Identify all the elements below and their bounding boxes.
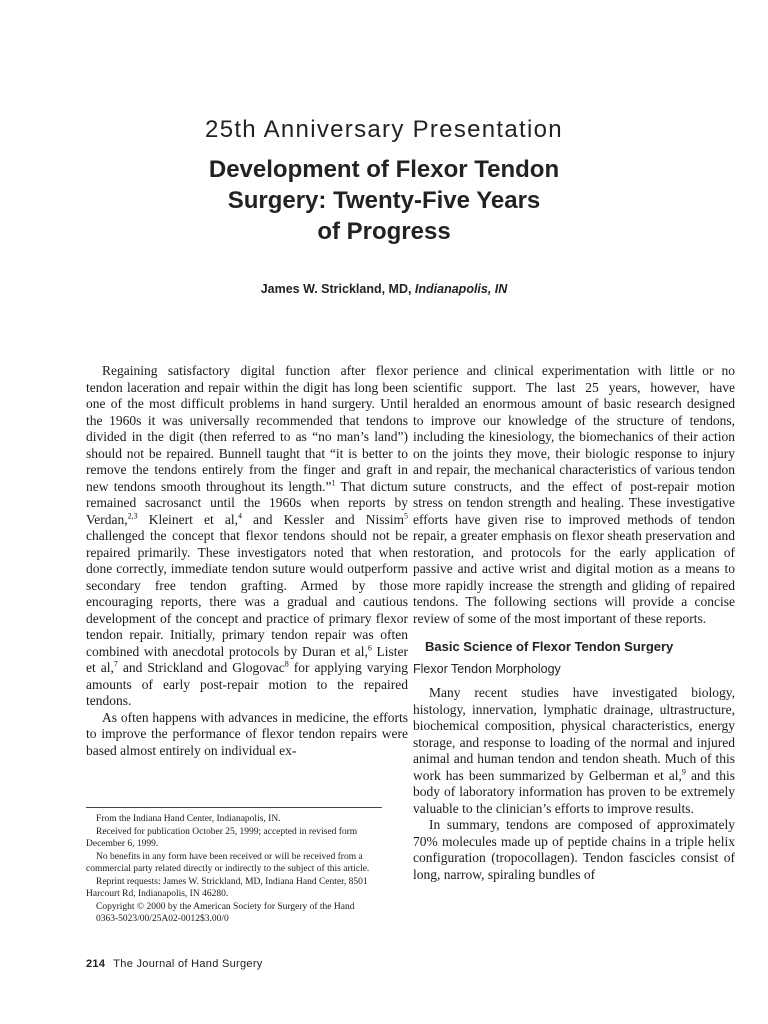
body-paragraph: Many recent studies have investigated biology, histology, innervation, lymphatic drainage, ultrastructure, biochemical composition, physical characteristics, energy storage, and response to loading of the normal and injured animal and human tendon and tendon sheath. Much of this work has been summarized by Gelberman et al,$^9$ and this body of laboratory information has proven to be extremely valuable to the clinician’s efforts to improve results. xyxy=(413,685,735,816)
title-line: Development of Flexor Tendon xyxy=(208,156,560,183)
author-location: Indianapolis, IN xyxy=(414,282,508,296)
footnote-reprint: Reprint requests: James W. Strickland, MD, Indiana Hand Center, 8501 Harcourt Rd, Indianapolis, IN 46280. xyxy=(86,876,368,899)
article-title xyxy=(0,154,768,247)
left-column xyxy=(86,363,408,759)
body-paragraph: perience and clinical experimentation with little or no scientific support. The last 25 years, however, have heralded an enormous amount of basic research designed to improve our knowledge of the structure of tendons, including the kinesiology, the biomechanics of their action on the joints they move, their biologic response to injury and repair, the mechanical characteristics of various tendon suture constructs, and the effect of post-repair motion stress on tendon strength and healing. These investigative efforts have given rise to improved methods of tendon repair, a greater emphasis on flexor sheath preservation and restoration, and protocols for the early application of passive and active wrist and digital motion as a means to more rapidly increase the strength and gliding of repaired tendons. The following sections will provide a concise review of some of the most important of these reports. xyxy=(413,363,735,626)
footnote-affiliation: From the Indiana Hand Center, Indianapolis, IN. xyxy=(96,814,281,824)
page-number: 214 xyxy=(86,958,106,970)
right-column xyxy=(413,363,735,883)
journal-name: The Journal of Hand Surgery xyxy=(113,958,263,970)
footnotes xyxy=(86,813,384,926)
subsection-heading: Flexor Tendon Morphology xyxy=(413,661,561,676)
footnote-received: Received for publication October 25, 1999; accepted in revised form December 6, 1999. xyxy=(86,826,358,849)
body-paragraph: Regaining satisfactory digital function after flexor tendon laceration and repair within the digit has long been one of the most difficult problems in hand surgery. Until the 1960s it was universally recommended that tendons divided in the digit (then referred to as “no man’s land”) should not be repaired. Bunnell taught that “it is better to remove the tendons entirely from the finger and graft in new tendons smooth throughout its length.”$^1$ That dictum remained sacrosanct until the 1960s when reports by Verdan,$^{2,3}$ Kleinert et al,$^4$ and Kessler and Nissim$^5$ challenged the concept that flexor tendons should not be repaired primarily. These investigators noted that when done correctly, immediate tendon suture would outperform secondary free tendon grafting. Armed by those encouraging reports, there was a gradual and cautious development of the concept and practice of primary flexor tendon repair. Initially, primary tendon repair was often combined with anecdotal protocols by Duran et al,$^6$ Lister et al,$^7$ and Strickland and Glogovac$^8$ for applying varying amounts of early post-repair motion to the repaired tendons. xyxy=(86,363,409,708)
author-name: James W. Strickland, MD, xyxy=(260,282,415,296)
article-kicker: 25th Anniversary Presentation xyxy=(205,116,563,143)
body-paragraph: As often happens with advances in medicine, the efforts to improve the performance of flexor tendon repairs were based almost entirely on individual ex- xyxy=(86,709,408,758)
footnote-divider xyxy=(86,807,382,808)
page-footer xyxy=(86,958,263,970)
title-line: Surgery: Twenty-Five Years xyxy=(227,187,541,214)
footnote-disclosure: No benefits in any form have been received or will be received from a commercial party related directly or indirectly to the subject of this article. xyxy=(86,851,370,874)
footnote-identifier: 0363-5023/00/25A02-0012$3.00/0 xyxy=(96,914,229,924)
title-line: of Progress xyxy=(317,218,451,245)
footnote-copyright: Copyright © 2000 by the American Society for Surgery of the Hand xyxy=(96,901,355,912)
body-paragraph: In summary, tendons are composed of approximately 70% molecules made up of peptide chains in a triple helix configuration (tropocollagen). Tendon fascicles consist of long, narrow, spiraling bundles of xyxy=(413,817,735,882)
section-heading: Basic Science of Flexor Tendon Surgery xyxy=(425,639,674,654)
author-line xyxy=(0,282,768,296)
